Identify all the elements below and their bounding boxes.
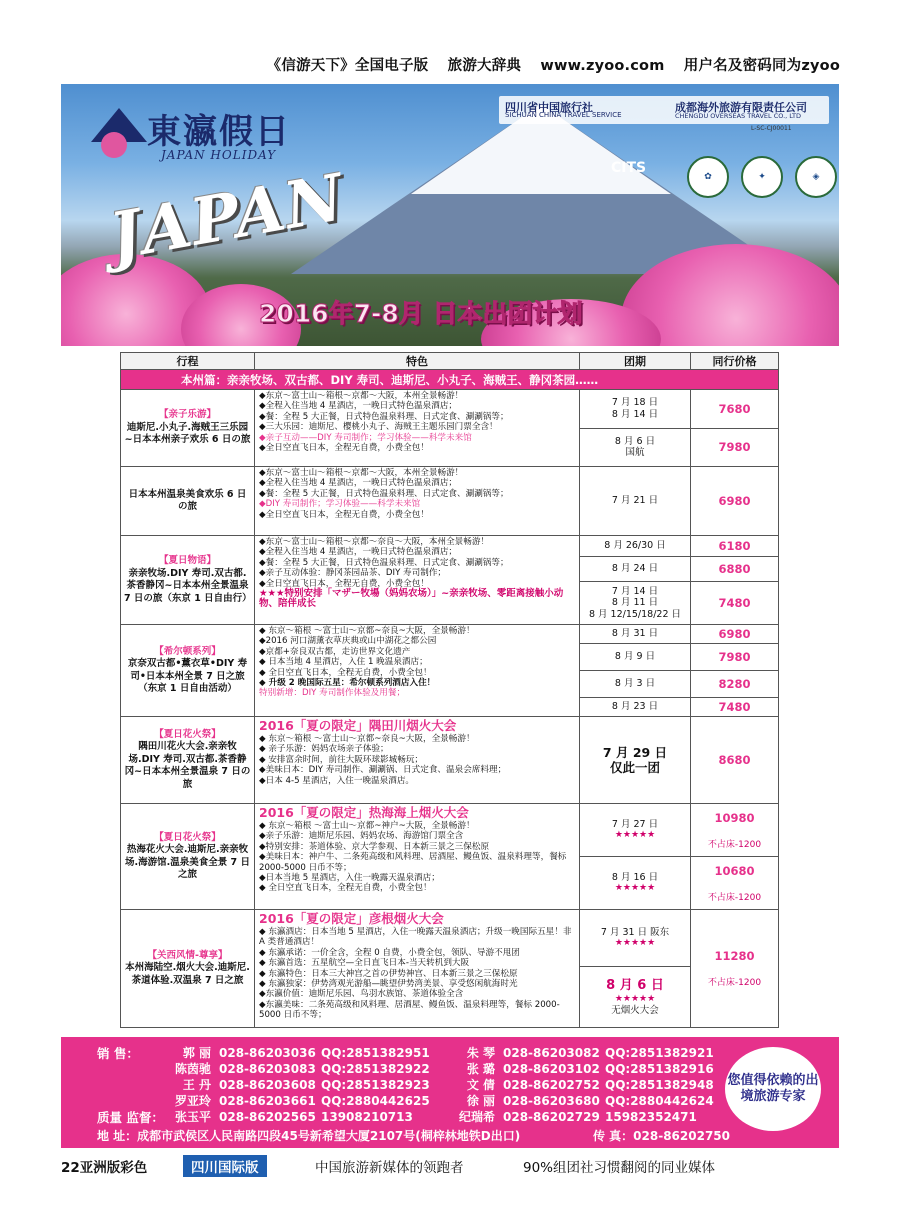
contact-qq: QQ:2851382916 — [605, 1062, 714, 1076]
contact-name: 王 丹 — [182, 1078, 211, 1092]
contact-phone[interactable]: 028-86202729 — [503, 1110, 600, 1124]
departure-date: 7 月 29 日 — [602, 745, 668, 760]
departure-date: 7 月 14 日 — [611, 585, 659, 597]
date-cell — [580, 717, 691, 804]
table-row — [121, 910, 779, 967]
certification-seal-icon: ✦ — [741, 156, 783, 198]
plan-title: 2016年7-8月 日本出团计划 — [259, 299, 583, 328]
route-cell — [121, 390, 255, 467]
feature-line: ◆全日空直飞日本，全程无自费，小费全包！ — [259, 443, 429, 454]
feature-line: ◆ 东瀛特色：日本三大神宫之首の伊势神宫、日本新三景之三保松原 — [259, 968, 518, 979]
feature-line: ◆ 东京～箱根 ～富士山～京都~神户~大阪，全景畅游！ — [259, 821, 475, 831]
date-cell — [580, 390, 691, 429]
column-header: 同行价格 — [691, 353, 779, 370]
contact-name: 郭 丽 — [182, 1046, 211, 1060]
feature-line: ◆特别安排：茶道体验、京大学参观、日本新三景之三保松原 — [259, 841, 490, 852]
contact-phone[interactable]: 028-86203680 — [503, 1094, 600, 1108]
contact-phone[interactable]: 028-86203102 — [503, 1062, 600, 1076]
table-header-row — [121, 353, 779, 370]
section-banner-text: 本州篇：亲亲牧场、双古都、DIY 寿司、迪斯尼、小丸子、海贼王、静冈茶园…… — [121, 370, 779, 390]
route-name: 亲亲牧场.DIY 寿司.双古都.茶香静冈~日本本州全景温泉 7 日の旅（东京 1 日自由行） — [124, 567, 252, 604]
feature-line: ◆ 全日空直飞日本，全程无自费，小费全包！ — [259, 667, 432, 678]
price-cell — [691, 910, 779, 1028]
route-cell — [121, 804, 255, 910]
route-cell — [121, 536, 255, 625]
departure-date: 8 月 12/15/18/22 日 — [588, 608, 682, 620]
contact-name: 朱 琴 — [466, 1046, 495, 1060]
feature-line: ◆日本 4-5 星酒店，入住一晚温泉酒店。 — [259, 775, 415, 786]
feature-line: ◆ 东瀛酒店：日本当地 5 星酒店，入住一晚露天温泉酒店；升级一晚国际五星！非 A 类普通酒店！ — [259, 927, 572, 948]
contact-row — [153, 1092, 430, 1109]
date-cell — [580, 582, 691, 625]
license-number: L-SC-CJ00011 — [751, 125, 792, 132]
feature-line: ◆亲子互动体验：静冈茶园品茶、DIY 寿司制作； — [259, 568, 447, 579]
table-row — [121, 717, 779, 804]
contact-phone[interactable]: 028-86203036 — [219, 1046, 316, 1060]
cits-seal-icon: ✿ — [687, 156, 729, 198]
route-name: 本州海陆空.烟火大会.迪斯尼.茶道体验.双温泉 7 日之旅 — [125, 962, 250, 986]
feature-line: ◆ 东瀛首选：五星航空—全日直飞日本-当天转机到大阪 — [259, 958, 470, 969]
feature-line: ◆东瀛价值：迪斯尼乐园、鸟羽水族馆、茶道体验全含 — [259, 989, 464, 1000]
page-number: 22亚洲版彩色 — [61, 1160, 148, 1176]
feature-line: ◆2016 河口湖薰衣草庆典或山中湖花之都公园 — [259, 636, 437, 647]
slogan-badge: 您值得依赖的出境旅游专家 — [725, 1047, 821, 1131]
price-cell — [691, 804, 779, 857]
departure-date: 8 月 23 日 — [580, 698, 691, 717]
feature-highlight: ★★★特别安排「マザー牧場（妈妈农场）」~亲亲牧场、零距离接触小动物、陪伴成长 — [259, 588, 564, 610]
column-header: 团期 — [580, 353, 691, 370]
contact-qq: QQ:2880442624 — [605, 1094, 714, 1108]
feature-line: ◆餐：全程 5 大正餐，日式特色温泉料理、日式定食、涮涮锅等； — [259, 488, 509, 499]
agency-name: 四川省中国旅行社 — [505, 101, 593, 114]
contact-row — [437, 1060, 714, 1077]
departure-date: 8 月 24 日 — [580, 557, 691, 582]
contact-row — [153, 1076, 430, 1093]
price-value: 11280 — [714, 949, 755, 963]
motto-text: 90%组团社习惯翻阅的同业媒体 — [523, 1160, 716, 1176]
route-tag: 【亲子乐游】 — [158, 409, 216, 421]
feature-line: ◆餐：全程 5 大正餐，日式特色温泉料理、日式定食、涮涮锅等； — [259, 411, 509, 422]
quality-label: 质量 监督： — [97, 1110, 164, 1125]
date-cell — [580, 428, 691, 467]
header-item: 《信游天下》全国电子版 — [266, 58, 429, 74]
header-item: 用户名及密码同为zyoo — [683, 58, 840, 74]
award-seal-icon: ◈ — [795, 156, 837, 198]
table-row — [121, 536, 779, 557]
feature-line: ◆全程入住当地 4 星酒店，一晚日式特色温泉酒店； — [259, 547, 458, 558]
address-text: 地 址：成都市武侯区人民南路四段45号新希望大厦2107号(桐梓林地铁D出口) — [97, 1129, 521, 1143]
departure-date: 8 月 6 日 — [614, 435, 656, 447]
price-note: 不占床-1200 — [707, 892, 762, 903]
contact-name: 罗亚玲 — [174, 1094, 211, 1108]
feature-line: 特别新增：DIY 寿司制作体验及用餐； — [259, 688, 406, 699]
contact-row — [153, 1108, 413, 1125]
motto-text: 中国旅游新媒体的领跑者 — [315, 1160, 464, 1176]
date-cell — [580, 804, 691, 857]
departure-date: 7 月 18 日 — [611, 397, 659, 409]
features-cell — [255, 390, 580, 467]
price-cell: 7480 — [691, 698, 779, 717]
features-cell — [255, 467, 580, 536]
fax-number: 传 真：028-86202750 — [593, 1129, 731, 1143]
feature-line: ◆餐：全程 5 大正餐，日式特色温泉料理、日式定食、涮涮锅等； — [259, 557, 509, 568]
features-cell — [255, 804, 580, 910]
departure-note: 仅此一团 — [609, 760, 660, 775]
price-cell: 6980 — [691, 625, 779, 644]
agency-bar — [499, 96, 829, 124]
feature-line: ◆全程入住当地 4 星酒店，一晚日式特色温泉酒店； — [259, 478, 458, 489]
contact-phone[interactable]: 028-86202752 — [503, 1078, 600, 1092]
contact-qq: QQ:2851382922 — [321, 1062, 430, 1076]
route-tag: 【希尔顿系列】 — [154, 645, 221, 657]
feature-heading: 2016「夏の限定」隅田川烟火大会 — [259, 718, 457, 733]
departure-date: 8 月 26/30 日 — [580, 536, 691, 557]
contact-qq: QQ:2851382951 — [321, 1046, 430, 1060]
route-cell — [121, 467, 255, 536]
contact-name: 张 璐 — [466, 1062, 495, 1076]
price-cell: 8680 — [691, 717, 779, 804]
contact-row — [153, 1044, 430, 1061]
route-tag: 【夏日花火祭】 — [154, 831, 221, 843]
price-cell: 7680 — [691, 390, 779, 429]
feature-line: ◆三大乐园：迪斯尼、樱桃小丸子、海贼王主题乐园门票全含！ — [259, 422, 498, 433]
feature-line: ◆东京～富士山～箱根～京都～奈良～大阪，本州全景畅游！ — [259, 537, 490, 547]
edition-badge: 四川国际版 — [183, 1155, 267, 1177]
feature-line: ◆全日空直飞日本，全程无自费，小费全包！ — [259, 509, 429, 520]
feature-line: ◆东京～富士山～箱根～京都～大阪，本州全景畅游！ — [259, 468, 464, 478]
price-value: 10980 — [714, 810, 755, 825]
feature-line: ◆ 东瀛承诺：一价全含，全程 0 自费，小费全包，领队、导游不甩团 — [259, 947, 520, 958]
feature-line: ◆亲子乐游：迪斯尼乐园、妈妈农场、海游馆门票全含 — [259, 831, 464, 842]
contact-qq: QQ:2851382948 — [605, 1078, 714, 1092]
date-cell — [580, 857, 691, 910]
contact-row — [437, 1076, 714, 1093]
tour-schedule-table — [120, 352, 779, 1028]
route-name: 京奈双古都•薰衣草•DIY 寿司•日本本州全景 7 日之旅（东京 1 日自由活动） — [127, 658, 248, 694]
contact-phone[interactable]: 028-86203082 — [503, 1046, 600, 1060]
route-name: 迪斯尼.小丸子.海贼王三乐园~日本本州亲子欢乐 6 日の旅 — [124, 421, 251, 446]
route-name: 热海花火大会.迪斯尼.亲亲牧场.海游馆.温泉美食全景 7 日之旅 — [125, 844, 250, 880]
feature-line: ◆东瀛美味：二条苑高级和风料理、居酒屋、鳗鱼饭、温泉料理等，餐标 2000-5000 日币不等； — [259, 999, 560, 1021]
rating-stars: ★★★★★ — [614, 993, 656, 1004]
route-tag: 【夏日花火祭】 — [154, 728, 221, 740]
agency-name-en: CHENGDU OVERSEAS TRAVEL CO., LTD — [675, 112, 801, 120]
contact-name: 文 倩 — [466, 1078, 495, 1092]
header-item: 旅游大辞典 — [447, 58, 522, 74]
contact-footer — [61, 1037, 839, 1148]
feature-line: ◆ 亲子乐游：妈妈农场亲子体验； — [259, 744, 389, 755]
contact-name: 张玉平 — [174, 1110, 211, 1124]
feature-heading: 2016「夏の限定」热海海上烟火大会 — [259, 805, 469, 820]
contact-phone[interactable]: 028-86203083 — [219, 1062, 316, 1076]
contact-qq: 13908210713 — [321, 1110, 413, 1124]
price-cell: 8280 — [691, 671, 779, 698]
price-note: 不占床-1200 — [707, 839, 762, 850]
departure-date: 7 月 21 日 — [580, 467, 691, 536]
feature-line: ◆ 安排富余时间，前往大阪环球影城畅玩； — [259, 754, 424, 765]
feature-line: ◆京都+奈良双古都，走访世界文化遗产 — [259, 646, 411, 657]
feature-heading: 2016「夏の限定」彦根烟火大会 — [259, 911, 444, 926]
feature-line: ◆DIY 寿司制作；学习体验——科学未来馆 — [259, 499, 421, 510]
contact-row — [437, 1044, 714, 1061]
header-link[interactable]: www.zyoo.com — [540, 58, 665, 74]
table-row — [121, 467, 779, 536]
contact-row — [153, 1060, 430, 1077]
contact-row — [437, 1092, 714, 1109]
feature-line: ◆日本当地 5 星酒店，入住一晚露天温泉酒店； — [259, 873, 440, 884]
agency-name: 成都海外旅游有限责任公司 — [675, 101, 807, 114]
rating-stars: ★★★★★ — [614, 830, 656, 840]
publication-header — [0, 54, 900, 75]
feature-line: ◆ 全日空直飞日本，全程无自费，小费全包！ — [259, 883, 432, 894]
departure-date: 8 月 3 日 — [580, 671, 691, 698]
feature-line: ◆美味日本：神户牛、二条苑高级和风料理、居酒屋、鳗鱼饭、温泉料理等，餐标 2000-5000 日币不等； — [259, 852, 567, 873]
column-header: 特色 — [255, 353, 580, 370]
contact-phone[interactable]: 028-86203608 — [219, 1078, 316, 1092]
price-cell: 7980 — [691, 644, 779, 671]
feature-line: ◆美味日本：DIY 寿司制作、涮涮锅、日式定食、温泉会席料理； — [259, 765, 507, 776]
price-value: 10680 — [714, 863, 755, 878]
hero-banner — [61, 84, 839, 346]
contact-qq: QQ:2880442625 — [321, 1094, 430, 1108]
agency-name-en: SICHUAN CHINA TRAVEL SERVICE — [505, 111, 622, 119]
departure-date: 8 月 11 日 — [611, 597, 659, 609]
feature-line: ◆ 东瀛独家：伊势湾观光游船—眺望伊势湾美景、享受悠闲航海时光 — [259, 979, 518, 990]
contact-phone[interactable]: 028-86203661 — [219, 1094, 316, 1108]
route-cell — [121, 717, 255, 804]
airline: 国航 — [625, 447, 645, 459]
price-cell: 6980 — [691, 467, 779, 536]
sales-label: 销 售： — [97, 1046, 139, 1061]
feature-line: ◆全日空直飞日本，全程无自费，小费全包！ — [259, 578, 429, 589]
route-name: 日本本州温泉美食欢乐 6 日の旅 — [128, 488, 247, 512]
departure-date: 8 月 6 日 — [606, 977, 664, 993]
date-cell — [580, 967, 691, 1028]
feature-line: ◆ 东京～箱根 ～富士山～京都~奈良~大阪，全景畅游！ — [259, 626, 475, 636]
price-cell: 6880 — [691, 557, 779, 582]
departure-date: 8 月 16 日 — [611, 871, 659, 883]
features-cell — [255, 910, 580, 1028]
feature-line: ◆东京～富士山～箱根～京都～大阪，本州全景畅游！ — [259, 391, 464, 401]
price-cell — [691, 857, 779, 910]
contact-name: 陈茵驰 — [174, 1062, 211, 1076]
table-row — [121, 625, 779, 644]
features-cell — [255, 536, 580, 625]
route-cell — [121, 910, 255, 1028]
features-cell — [255, 625, 580, 717]
feature-line: ◆ 东京～箱根 ～富士山～京都~奈良~大阪，全景畅游！ — [259, 734, 475, 744]
table-row — [121, 390, 779, 429]
feature-line: ◆ 升级 2 晚国际五星：希尔顿系列酒店入住！ — [259, 678, 436, 689]
price-cell: 7980 — [691, 428, 779, 467]
contact-row — [437, 1108, 697, 1125]
feature-line: ◆全程入住当地 4 星酒店，一晚日式特色温泉酒店； — [259, 401, 458, 412]
price-cell: 7480 — [691, 582, 779, 625]
column-header: 行程 — [121, 353, 255, 370]
route-name: 隅田川花火大会.亲亲牧场.DIY 寿司.双古都.茶香静冈~日本本州全景温泉 7 日の旅 — [124, 741, 251, 790]
feature-line: ◆ 日本当地 4 星酒店，入住 1 晚温泉酒店； — [259, 657, 428, 668]
rating-stars: ★★★★★ — [614, 883, 656, 893]
contact-phone[interactable]: 028-86202565 — [219, 1110, 316, 1124]
logo-text: 東瀛假日 — [147, 112, 291, 152]
feature-line: ◆亲子互动——DIY 寿司制作；学习体验——科学未来馆 — [259, 432, 472, 443]
departure-date: 8 月 14 日 — [611, 408, 659, 420]
contact-qq: 15982352471 — [605, 1110, 697, 1124]
route-cell — [121, 625, 255, 717]
contact-qq: QQ:2851382923 — [321, 1078, 430, 1092]
page-footer — [61, 1156, 839, 1178]
contact-name: 徐 丽 — [466, 1094, 495, 1108]
contact-name: 纪瑞希 — [458, 1110, 495, 1124]
departure-date: 8 月 31 日 — [580, 625, 691, 644]
route-tag: 【夏日物语】 — [158, 555, 216, 566]
japan-holiday-logo — [91, 102, 301, 164]
features-cell — [255, 717, 580, 804]
date-cell — [580, 910, 691, 967]
japan-title: JAPAN — [104, 160, 351, 275]
rating-stars: ★★★★★ — [614, 938, 656, 948]
departure-date: 7 月 27 日 — [611, 818, 659, 830]
route-tag: 【关西风情-尊享】 — [147, 949, 228, 961]
price-cell: 6180 — [691, 536, 779, 557]
cits-logo: CITS — [611, 160, 647, 176]
sakura-logo-icon — [101, 132, 127, 158]
contact-qq: QQ:2851382921 — [605, 1046, 714, 1060]
departure-note: 无烟火大会 — [611, 1005, 659, 1016]
price-note: 不占床-1200 — [707, 978, 762, 988]
section-banner — [121, 370, 779, 390]
logo-subtext: JAPAN HOLIDAY — [161, 148, 277, 162]
departure-date: 8 月 9 日 — [580, 644, 691, 671]
departure-date: 7 月 31 日 阪东 — [600, 926, 670, 938]
table-row — [121, 804, 779, 857]
